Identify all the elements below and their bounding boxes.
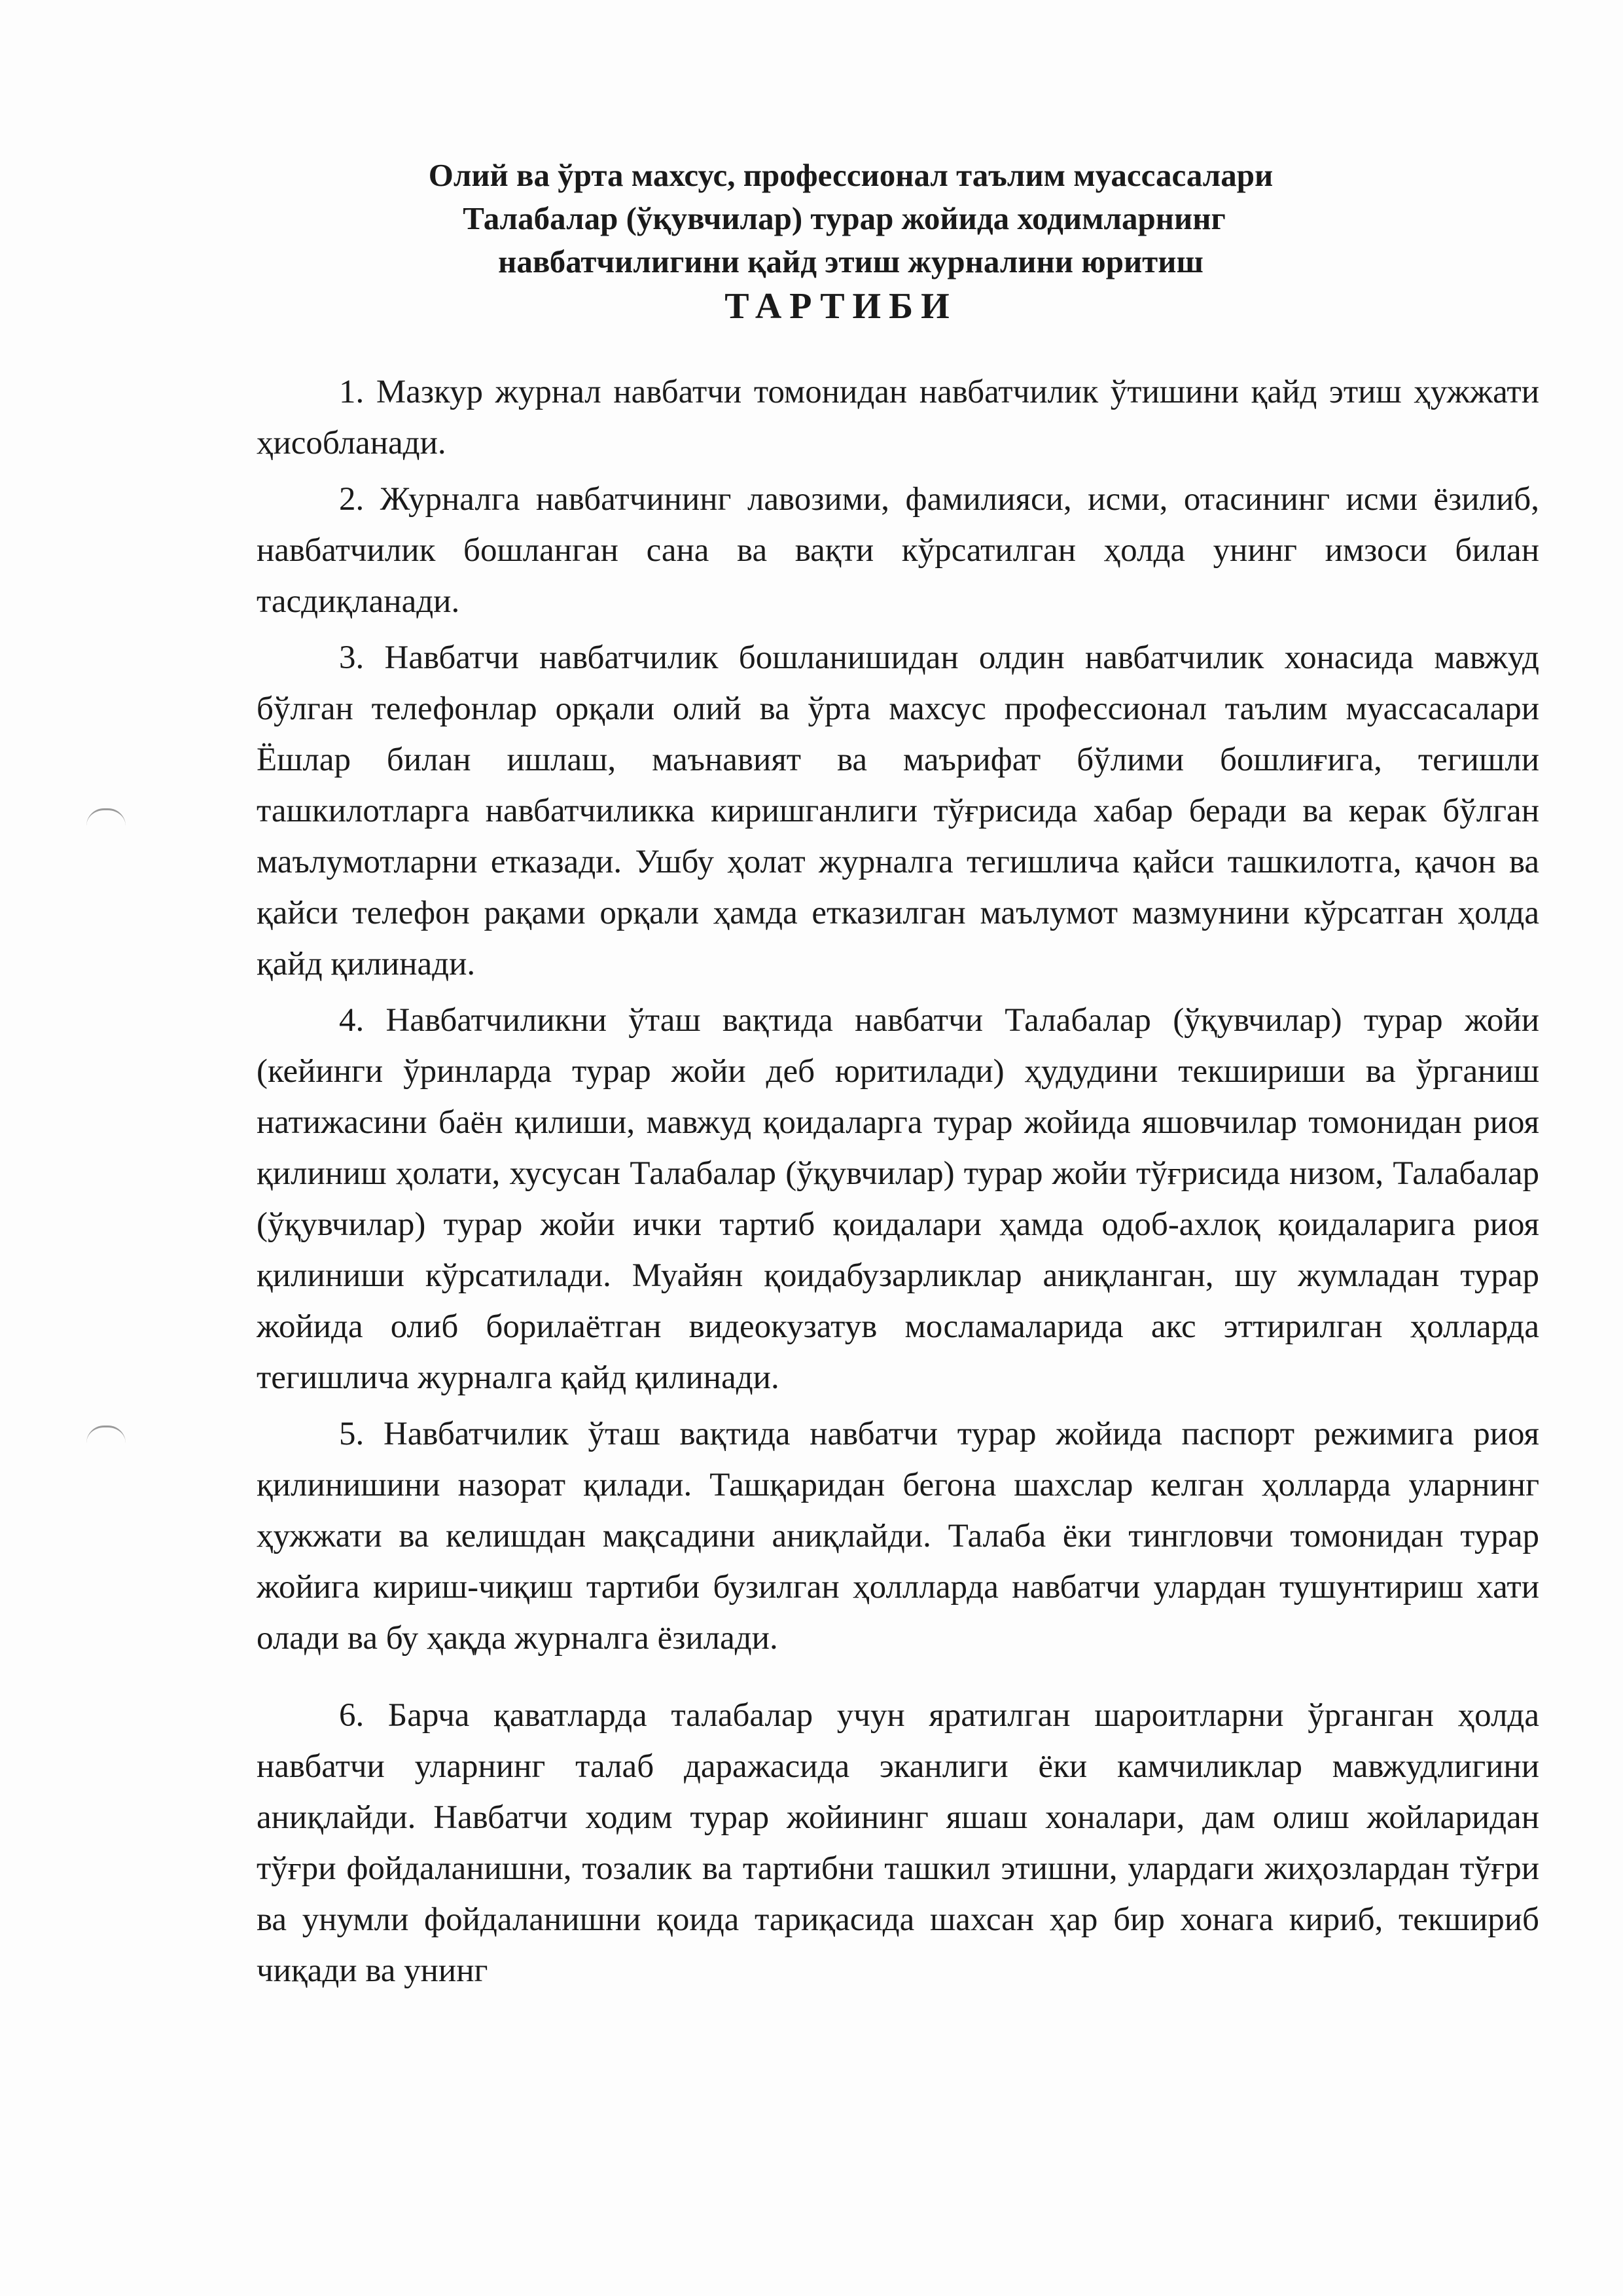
paragraph-5: 5. Навбатчилик ўташ вақтида навбатчи турар жойида паспорт режимига риоя қилинишини назорат қилади. Ташқаридан бегона шахслар келган ҳолларда уларнинг ҳужжати ва келишдан мақсадини аниқлайди. Талаба ёки тингловчи томонидан турар жойига кириш-чиқиш тартиби бузилган ҳоллларда навбатчи улардан тушунтириш хати олади ва бу ҳақда журналга ёзилади. <box>257 1416 1539 1657</box>
document-header <box>0 154 1623 329</box>
punch-hole-mark <box>86 808 126 826</box>
paragraph-4: 4. Навбатчиликни ўташ вақтида навбатчи Талабалар (ўқувчилар) турар жойи (кейинги ўринларда турар жойи деб юритилади) ҳудудини текшириши ва ўрганиш натижасини баён қилиши, мавжуд қоидаларга турар жойида яшовчилар томонидан риоя қилиниш ҳолати, хусусан Талабалар (ўқувчилар) турар жойи тўғрисида низом, Талабалар (ўқувчилар) турар жойи ички тартиб қоидалари ҳамда одоб-ахлоқ қоидаларига риоя қилиниши кўрсатилади. Муайян қоидабузарликлар аниқланган, шу жумладан турар жойида олиб борилаётган видеокузатув мосламаларида акс эттирилган ҳолларда тегишлича журналга қайд қилинади. <box>257 1002 1539 1396</box>
header-line-2: Талабалар (ўқувчилар) турар жойида ходимларнинг <box>463 200 1226 236</box>
document-title: ТАРТИБИ <box>724 286 957 327</box>
paragraph-3: 3. Навбатчи навбатчилик бошланишидан олдин навбатчилик хонасида мавжуд бўлган телефонлар орқали олий ва ўрта махсус профессионал таълим муассасалари Ёшлар билан ишлаш, маънавият ва маърифат бўлими бошлиғига, тегишли ташкилотларга навбатчиликка киришганлиги тўғрисида хабар беради ва керак бўлган маълумотларни етказади. Ушбу ҳолат журналга тегишлича қайси ташкилотга, қачон ва қайси телефон рақами орқали ҳамда етказилган маълумот мазмунини кўрсатган ҳолда қайд қилинади. <box>257 639 1539 982</box>
document-body <box>257 367 1539 2001</box>
paragraph-1: 1. Мазкур журнал навбатчи томонидан навбатчилик ўтишини қайд этиш ҳужжати ҳисобланади. <box>257 374 1539 461</box>
paragraph-6: 6. Барча қаватларда талабалар учун яратилган шароитларни ўрганган ҳолда навбатчи уларнинг талаб даражасида эканлиги ёки камчиликлар мавжудлигини аниқлайди. Навбатчи ходим турар жойининг яшаш хоналари, дам олиш жойларидан тўғри фойдаланишни, тозалик ва тартибни ташкил этишни, улардаги жиҳозлардан тўғри ва унумли фойдаланишни қоида тариқасида шахсан ҳар бир хонага кириб, текшириб чиқади ва унинг <box>257 1697 1539 1989</box>
paragraph-2: 2. Журналга навбатчининг лавозими, фамилияси, исми, отасининг исми ёзилиб, навбатчилик бошланган сана ва вақти кўрсатилган ҳолда унинг имзоси билан тасдиқланади. <box>257 481 1539 620</box>
punch-hole-mark <box>86 1426 126 1443</box>
header-line-3: навбатчилигини қайд этиш журналини юритиш <box>498 243 1204 279</box>
header-line-1: Олий ва ўрта махсус, профессионал таълим муассасалари <box>428 157 1274 193</box>
